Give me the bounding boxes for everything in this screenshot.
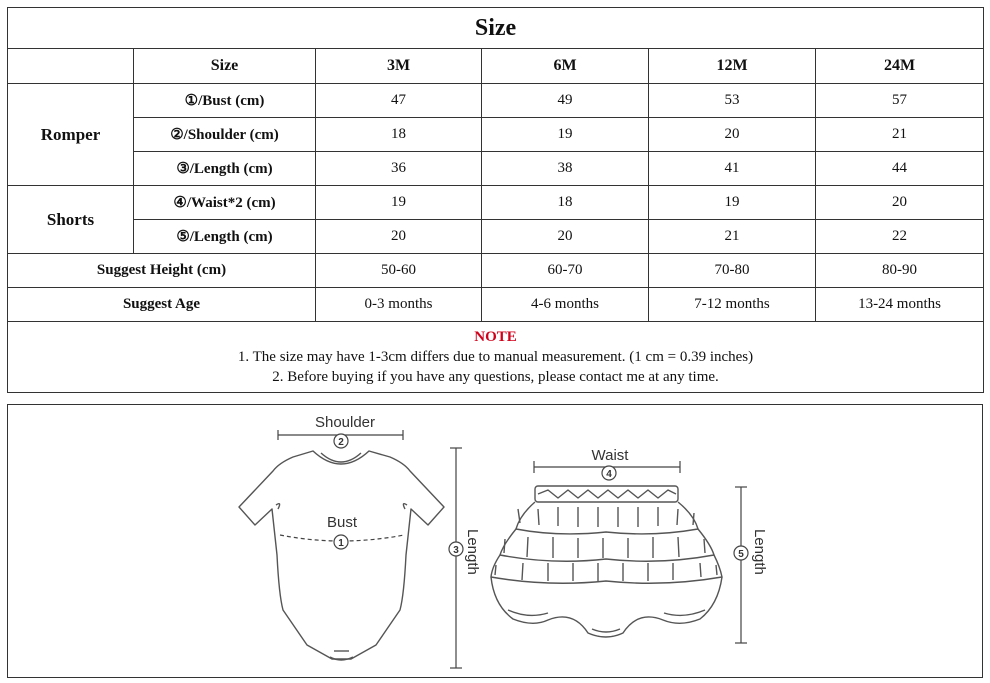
header-size-label: Size <box>134 49 316 84</box>
row-label-shoulder: ②/Shoulder (cm) <box>134 118 316 152</box>
table-row <box>8 186 984 220</box>
cell: 70-80 <box>649 254 816 288</box>
row-label-bust: ①/Bust (cm) <box>134 84 316 118</box>
size-chart-table <box>7 7 984 393</box>
cell: 53 <box>649 84 816 118</box>
cell: 80-90 <box>816 254 984 288</box>
header-size-6m: 6M <box>482 49 649 84</box>
header-size-3m: 3M <box>316 49 482 84</box>
cell: 7-12 months <box>649 288 816 322</box>
group-shorts: Shorts <box>8 186 134 254</box>
cell: 0-3 months <box>316 288 482 322</box>
cell: 22 <box>816 220 984 254</box>
cell: 36 <box>316 152 482 186</box>
cell: 57 <box>816 84 984 118</box>
shorts-illustration <box>491 486 722 637</box>
shorts-length-label: Length <box>751 529 768 575</box>
row-label-shorts-length: ⑤/Length (cm) <box>134 220 316 254</box>
shoulder-number: 2 <box>338 437 344 448</box>
cell: 44 <box>816 152 984 186</box>
table-title: Size <box>8 8 984 49</box>
note-line-2: 2. Before buying if you have any questions, please contact me at any time. <box>272 369 719 385</box>
table-row <box>8 152 984 186</box>
row-label-suggest-height: Suggest Height (cm) <box>8 254 316 288</box>
header-size-12m: 12M <box>649 49 816 84</box>
cell: 47 <box>316 84 482 118</box>
header-empty <box>8 49 134 84</box>
romper-illustration <box>239 451 444 660</box>
cell: 18 <box>482 186 649 220</box>
cell: 38 <box>482 152 649 186</box>
cell: 19 <box>482 118 649 152</box>
cell: 21 <box>816 118 984 152</box>
cell: 19 <box>649 186 816 220</box>
cell: 41 <box>649 152 816 186</box>
bust-label: Bust <box>326 514 358 531</box>
shoulder-label: Shoulder <box>314 414 376 431</box>
cell: 49 <box>482 84 649 118</box>
cell: 20 <box>816 186 984 220</box>
cell: 18 <box>316 118 482 152</box>
cell: 13-24 months <box>816 288 984 322</box>
cell: 20 <box>649 118 816 152</box>
cell: 20 <box>482 220 649 254</box>
cell: 60-70 <box>482 254 649 288</box>
header-row <box>8 49 984 84</box>
table-row <box>8 220 984 254</box>
row-label-suggest-age: Suggest Age <box>8 288 316 322</box>
table-row <box>8 288 984 322</box>
table-row <box>8 84 984 118</box>
romper-length-label: Length <box>464 529 481 575</box>
measurement-diagram-svg <box>8 405 984 679</box>
waist-number: 4 <box>606 469 612 480</box>
shorts-length-measure <box>735 487 747 643</box>
cell: 4-6 months <box>482 288 649 322</box>
group-romper: Romper <box>8 84 134 186</box>
table-row <box>8 118 984 152</box>
note-line-1: 1. The size may have 1-3cm differs due to manual measurement. (1 cm = 0.39 inches) <box>237 349 754 365</box>
note-title: NOTE <box>474 329 517 345</box>
table-row <box>8 254 984 288</box>
cell: 20 <box>316 220 482 254</box>
shorts-length-number: 5 <box>738 549 744 560</box>
cell: 19 <box>316 186 482 220</box>
cell: 21 <box>649 220 816 254</box>
measurement-diagram <box>7 404 983 678</box>
romper-length-measure <box>450 448 462 668</box>
note-section <box>8 322 984 393</box>
bust-number: 1 <box>338 538 344 549</box>
romper-length-number: 3 <box>453 545 459 556</box>
row-label-romper-length: ③/Length (cm) <box>134 152 316 186</box>
row-label-waist: ④/Waist*2 (cm) <box>134 186 316 220</box>
header-size-24m: 24M <box>816 49 984 84</box>
cell: 50-60 <box>316 254 482 288</box>
waist-label: Waist <box>591 447 629 464</box>
